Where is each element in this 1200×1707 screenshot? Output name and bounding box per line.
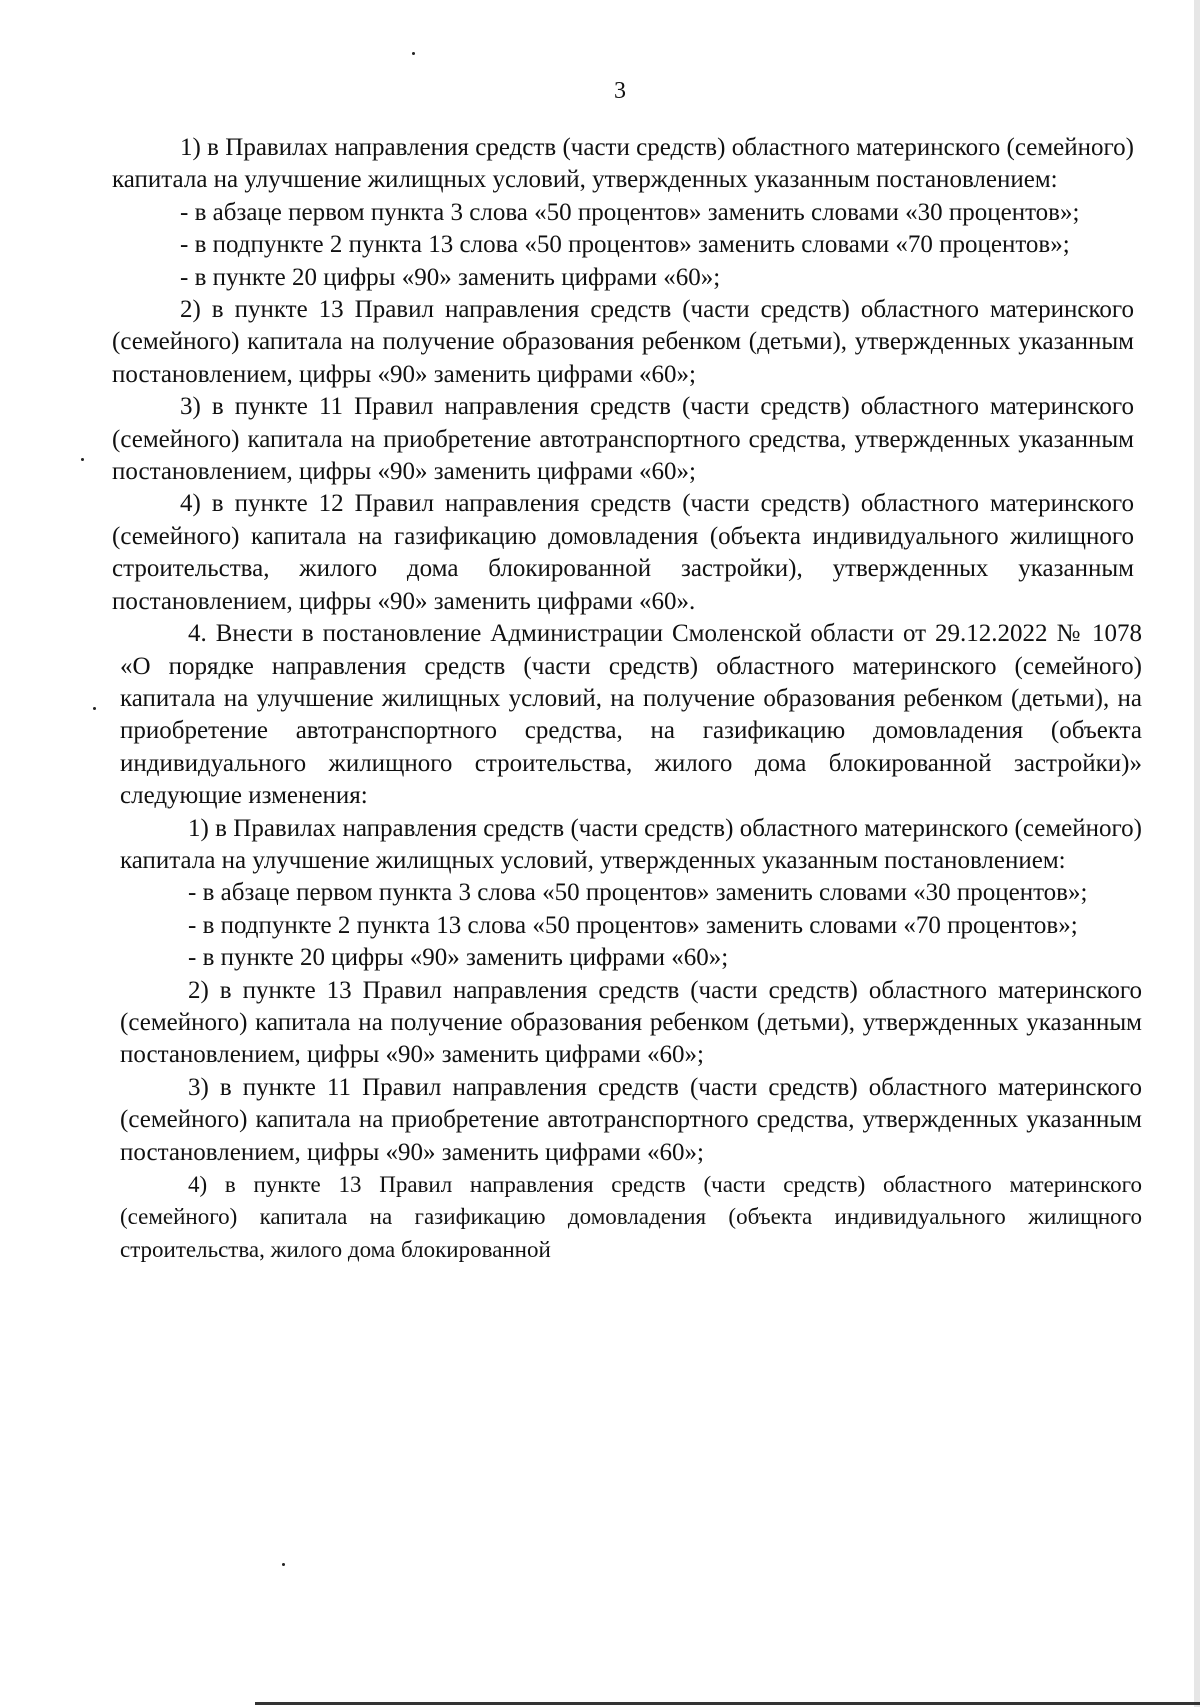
paragraph: 1) в Правилах направления средств (части средств) областного материнского (семейного) капитала на улучшение жилищных условий, утвержденных указанным постановлением: <box>120 814 1142 874</box>
paragraph: 4) в пункте 13 Правил направления средств (части средств) областного материнского (семейного) капитала на газификацию домовладения (объекта индивидуального жилищного строительства, жилого дома блокированной <box>120 1172 1142 1262</box>
paragraph: 1) в Правилах направления средств (части средств) областного материнского (семейного) капитала на улучшение жилищных условий, утвержденных указанным постановлением: <box>112 134 1134 194</box>
scan-speck <box>412 52 415 55</box>
paragraph: - в абзаце первом пункта 3 слова «50 процентов» заменить словами «30 процентов»; <box>188 879 1088 907</box>
paragraph: - в пункте 20 цифры «90» заменить цифрами «60»; <box>188 944 729 972</box>
paragraph: 4. Внести в постановление Администрации Смоленской области от 29.12.2022 № 1078 «О порядке направления средств (части средств) областного материнского (семейного) капитала на улучшение жилищных условий, на получение образования ребенком (детьми), на приобретение автотранспортного средства, на газификацию домовладения (объекта индивидуального жилищного строительства, жилого дома блокированной застройки)» следующие изменения: <box>120 620 1142 810</box>
page-number: 3 <box>614 78 626 104</box>
paragraph: 3) в пункте 11 Правил направления средств (части средств) областного материнского (семейного) капитала на приобретение автотранспортного средства, утвержденных указанным постановлением, цифры «90» заменить цифрами «60»; <box>120 1073 1142 1166</box>
scan-speck <box>81 458 84 461</box>
document-body <box>112 132 1142 1266</box>
paragraph: - в абзаце первом пункта 3 слова «50 процентов» заменить словами «30 процентов»; <box>180 198 1080 226</box>
scan-edge-bottom <box>255 1702 1200 1705</box>
paragraph: 2) в пункте 13 Правил направления средств (части средств) областного материнского (семейного) капитала на получение образования ребенком (детьми), утвержденных указанным постановлением, цифры «90» заменить цифрами «60»; <box>120 976 1142 1069</box>
scan-edge-right <box>1194 0 1200 1707</box>
paragraph: 3) в пункте 11 Правил направления средств (части средств) областного материнского (семейного) капитала на приобретение автотранспортного средства, утвержденных указанным постановлением, цифры «90» заменить цифрами «60»; <box>112 393 1134 486</box>
paragraph: - в пункте 20 цифры «90» заменить цифрами «60»; <box>180 263 721 291</box>
paragraph: - в подпункте 2 пункта 13 слова «50 процентов» заменить словами «70 процентов»; <box>188 911 1078 939</box>
scan-speck <box>93 707 96 710</box>
paragraph: 4) в пункте 12 Правил направления средств (части средств) областного материнского (семейного) капитала на газификацию домовладения (объекта индивидуального жилищного строительства, жилого дома блокированной застройки), утвержденных указанным постановлением, цифры «90» заменить цифрами «60». <box>112 490 1134 615</box>
paragraph: 2) в пункте 13 Правил направления средств (части средств) областного материнского (семейного) капитала на получение образования ребенком (детьми), утвержденных указанным постановлением, цифры «90» заменить цифрами «60»; <box>112 296 1134 388</box>
paragraph: - в подпункте 2 пункта 13 слова «50 процентов» заменить словами «70 процентов»; <box>180 231 1070 259</box>
scan-speck <box>282 1563 285 1566</box>
